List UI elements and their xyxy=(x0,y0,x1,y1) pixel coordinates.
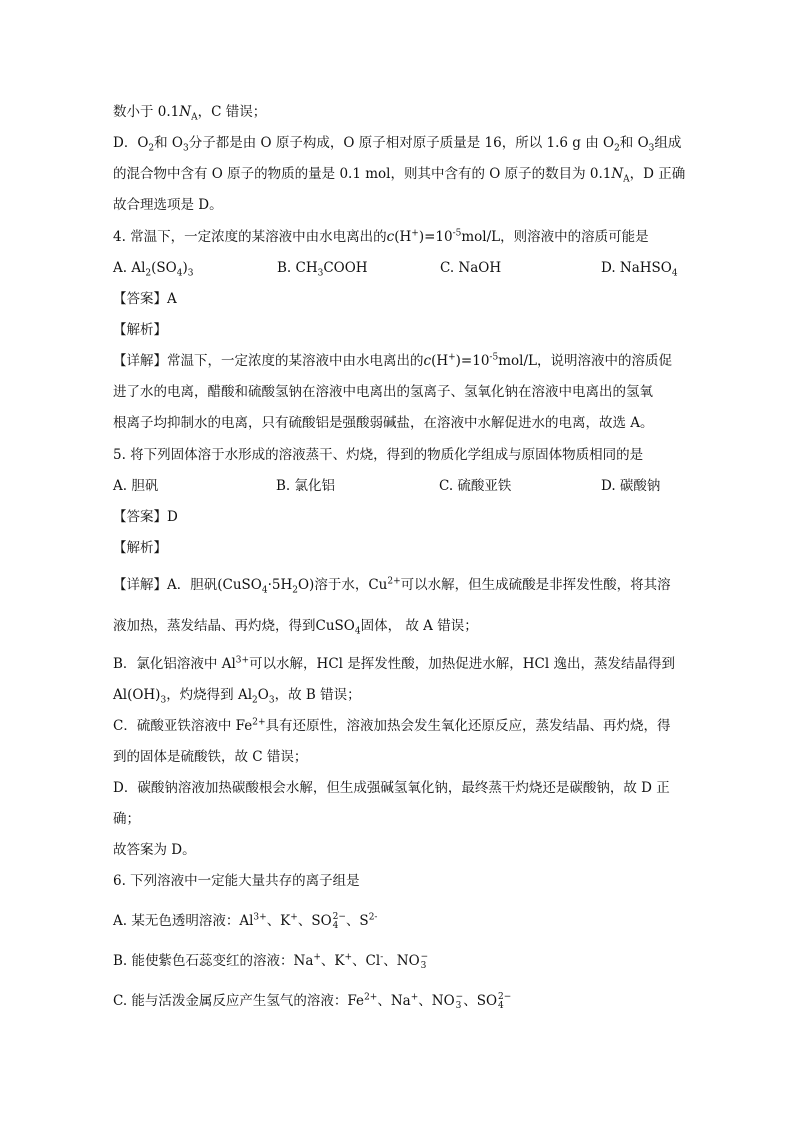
q4-detail-line: 根离子均抑制水的电离，只有硫酸铝是强酸弱碱盐，在溶液中水解促进水的电离，故选 A。 xyxy=(113,415,654,431)
q5-answer: 【答案】D xyxy=(113,509,178,525)
q4-detail-line: 【详解】常温下，一定浓度的某溶液中由水电离出的$c(H^+)=10^{-5}mol/L$，说明溶液中的溶质促 xyxy=(113,352,672,369)
q5-option-d: D. 碳酸钠 xyxy=(601,478,661,494)
q4-answer: 【答案】A xyxy=(113,291,177,307)
q6-option-b: B. 能使紫色石蕊变红的溶液：Na+、K+、Cl-、NO − 3 xyxy=(113,951,429,971)
text-line: 数小于 $0.1N_A$，C 错误； xyxy=(113,104,267,123)
q4-option-b: B. $CH_3COOH$ xyxy=(277,260,368,279)
q4-option-d: D. NaHSO$_4$ xyxy=(601,260,678,279)
q5-detail-line: 【详解】A．胆矾$(CuSO_4\cdot 5H_2O)$溶于水，$Cu^{2+}$可以水解，但生成硫酸是非挥发性酸，将其溶 xyxy=(113,576,671,596)
q5-analysis-label: 【解析】 xyxy=(113,540,167,556)
q6-option-a: A. 某无色透明溶液：$Al^{3+}$、K+、SO 2− 4 、$S^{2-}$ xyxy=(113,911,378,931)
q5-detail-line: 故答案为 D。 xyxy=(113,842,196,858)
q5-detail-line: 液加热，蒸发结晶、再灼烧，得到CuSO$_4$固体， 故 A 错误； xyxy=(113,618,478,637)
q6-option-c: C. 能与活泼金属反应产生氢气的溶液：$Fe^{2+}$、Na+、NO − 3 、SO 2− 4 xyxy=(113,991,512,1011)
q4-option-a: A. $Al_2(SO_4)_3$ xyxy=(113,260,194,279)
q5-detail-line: C．硫酸亚铁溶液中 $Fe^{2+}$具有还原性，溶液加热会发生氧化还原反应，蒸发结晶、再灼烧，得 xyxy=(113,717,671,734)
question-5-stem: 5. 将下列固体溶于水形成的溶液蒸干、灼烧，得到的物质化学组成与原固体物质相同的是 xyxy=(113,447,644,463)
q5-detail-line: D．碳酸钠溶液加热碳酸根会水解，但生成强碱氢氧化钠，最终蒸干灼烧还是碳酸钠，故 D 正 xyxy=(113,780,670,796)
q5-detail-line: B．氯化铝溶液中 $Al^{3+}$可以水解，HCl 是挥发性酸，加热促进水解，HCl 逸出，蒸发结晶得到 xyxy=(113,655,675,672)
q4-analysis-label: 【解析】 xyxy=(113,322,167,338)
question-6-stem: 6. 下列溶液中一定能大量共存的离子组是 xyxy=(113,873,360,889)
question-4-stem: 4. 常温下，一定浓度的某溶液中由水电离出的$c(H^+)=10^{-5}mol/L$，则溶液中的溶质可能是 xyxy=(113,228,649,245)
text-line: D．$O_2$和 $O_3$分子都是由 O 原子构成，O 原子相对原子质量是 16，所以 1.6 g 由 $O_2$和 $O_3$组成 xyxy=(113,135,682,154)
text-line: 故合理选项是 D。 xyxy=(113,197,223,213)
q5-option-a: A. 胆矾 xyxy=(113,478,159,494)
q5-detail-line: 到的固体是硫酸铁，故 C 错误； xyxy=(113,749,308,765)
q4-option-c: C. NaOH xyxy=(440,260,502,276)
text-line: 的混合物中含有 O 原子的物质的量是 0.1 mol，则其中含有的 O 原子的数目为 $0.1N_A$，D 正确 xyxy=(113,166,686,185)
q5-option-c: C. 硫酸亚铁 xyxy=(439,478,512,494)
q5-detail-line: 确； xyxy=(113,811,140,827)
q4-detail-line: 进了水的电离，醋酸和硫酸氢钠在溶液中电离出的氢离子、氢氧化钠在溶液中电离出的氢氧 xyxy=(113,384,653,400)
q5-detail-line: $Al(OH)_3$，灼烧得到 $Al_2O_3$，故 B 错误； xyxy=(113,687,361,706)
q5-option-b: B. 氯化铝 xyxy=(276,478,336,494)
